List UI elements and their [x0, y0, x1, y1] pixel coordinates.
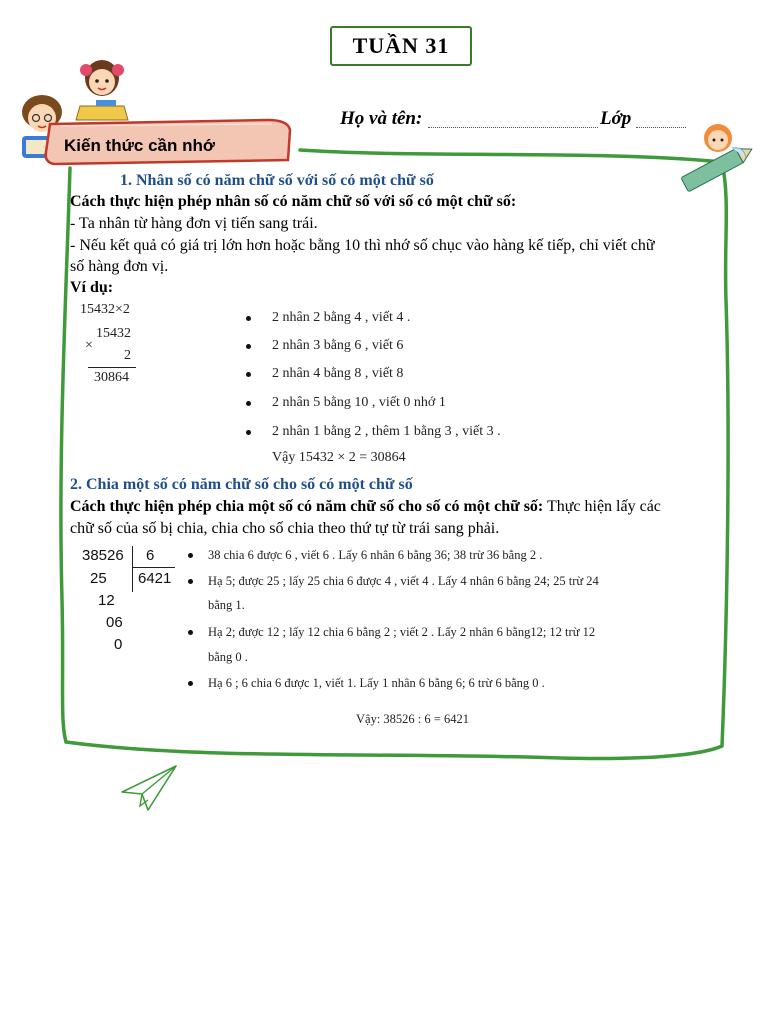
section2-method-bold: Cách thực hiện phép chia một số có năm chữ số cho số có một chữ số: [70, 498, 544, 515]
class-label: Lớp [600, 108, 632, 129]
section2-method-line2: chữ số của số bị chia, chia cho số chia theo thứ tự từ trái sang phải. [70, 520, 500, 537]
division-remainder-2: 12 [98, 592, 115, 609]
mult-step-1: 2 nhân 2 bằng 4 , viết 4 . [272, 310, 411, 325]
division-remainder-3: 06 [106, 614, 123, 631]
section1-method-title: Cách thực hiện phép nhân số có năm chữ số với số có một chữ số: [70, 193, 517, 210]
div-step-3: Hạ 2; được 12 ; lấy 12 chia 6 bằng 2 ; viết 2 . Lấy 2 nhân 6 bằng12; 12 trừ 12 [208, 625, 596, 639]
mult-conclusion: Vậy 15432 × 2 = 30864 [272, 450, 406, 465]
name-field-dots[interactable] [428, 126, 598, 128]
division-vertical-line [132, 546, 133, 592]
div-step-4: Hạ 6 ; 6 chia 6 được 1, viết 1. Lấy 1 nhân 6 bằng 6; 6 trừ 6 bằng 0 . [208, 676, 545, 690]
mult-step-5: 2 nhân 1 bằng 2 , thêm 1 bằng 3 , viết 3 . [272, 424, 501, 439]
mult-step-2: 2 nhân 3 bằng 6 , viết 6 [272, 338, 404, 353]
division-horizontal-line [133, 567, 175, 568]
multiplication-operator: × [85, 338, 93, 353]
mult-step-4: 2 nhân 5 bằng 10 , viết 0 nhớ 1 [272, 395, 446, 410]
division-divisor: 6 [146, 547, 155, 564]
week-title-box [330, 26, 472, 66]
girl-pencil-illustration [672, 118, 758, 196]
multiplication-line [88, 367, 136, 368]
div-step-3-cont: bằng 0 . [208, 650, 248, 664]
section1-rule2-line2: số hàng đơn vị. [70, 258, 169, 275]
div-conclusion: Vậy: 38526 : 6 = 6421 [356, 712, 469, 726]
multiplication-expression: 15432×2 [80, 302, 130, 317]
section1-rule2-line1: - Nếu kết quả có giá trị lớn hơn hoặc bằng 10 thì nhớ số chục vào hàng kế tiếp, chỉ viết chữ [70, 237, 655, 254]
section2-method-rest: Thực hiện lấy các [543, 498, 661, 515]
name-label: Họ và tên: [340, 108, 423, 129]
multiplication-top: 15432 [96, 326, 131, 341]
section1-rule1: - Ta nhân từ hàng đơn vị tiến sang trái. [70, 215, 318, 232]
mult-step-3: 2 nhân 4 bằng 8 , viết 8 [272, 366, 404, 381]
paper-plane-icon [118, 762, 180, 814]
division-quotient: 6421 [138, 570, 172, 587]
division-remainder-1: 25 [90, 570, 107, 587]
week-title: TUẦN 31 [352, 33, 450, 58]
division-remainder-4: 0 [114, 636, 123, 653]
multiplication-bottom: 2 [124, 348, 131, 363]
section2-method-line1 [70, 496, 661, 518]
div-step-2: Hạ 5; được 25 ; lấy 25 chia 6 được 4 , viết 4 . Lấy 4 nhân 6 bằng 24; 25 trừ 24 [208, 574, 599, 588]
banner-title: Kiến thức cần nhớ [64, 136, 215, 155]
div-step-1: 38 chia 6 được 6 , viết 6 . Lấy 6 nhân 6 bằng 36; 38 trừ 36 bằng 2 . [208, 548, 543, 562]
section1-heading: 1. Nhân số có năm chữ số với số có một chữ số [120, 172, 434, 189]
div-step-2-cont: bằng 1. [208, 598, 245, 612]
multiplication-result: 30864 [94, 370, 129, 385]
division-dividend: 38526 [82, 547, 124, 564]
section2-heading: 2. Chia một số có năm chữ số cho số có một chữ số [70, 476, 413, 493]
section1-example-label: Ví dụ: [70, 279, 114, 296]
